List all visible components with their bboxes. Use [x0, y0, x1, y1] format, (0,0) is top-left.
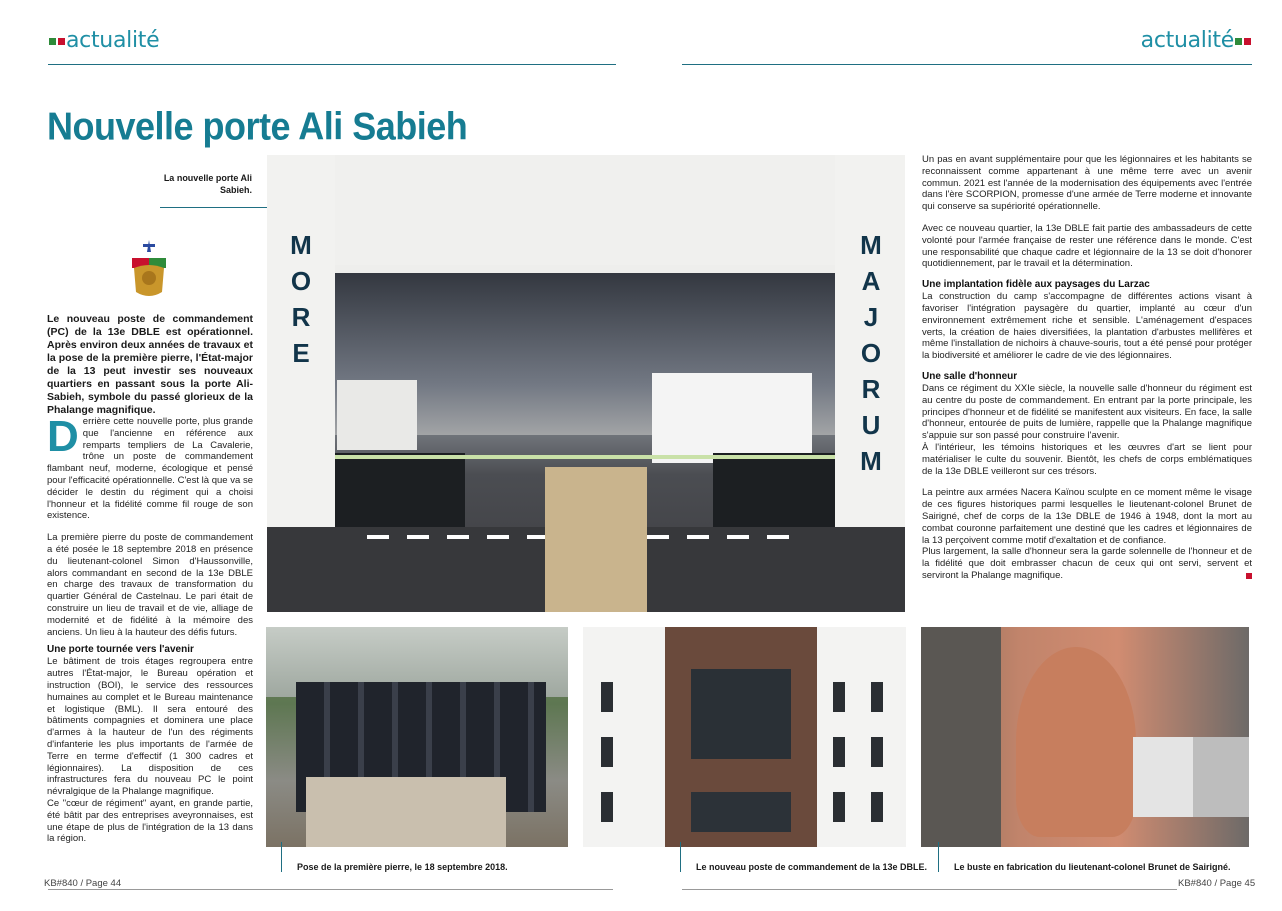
article-column-2: [922, 154, 1252, 582]
paragraph: La peintre aux armées Nacera Kaïnou sculpte en ce moment même le visage de ces figures historiques parmi lesquelles le lieutenant-colonel Brunet de Sairigné, chef de corps de la 13e DBLE de 1946 à 1948, dont la mort au combat couronne parfaitement une destiné que les cadres et légionnaires de la 13 perçoivent comme motif d'exaltation et de confiance.: [922, 487, 1252, 546]
regiment-insignia-icon: [126, 238, 172, 300]
header-rule-left: [48, 64, 616, 65]
paragraph: Derrière cette nouvelle porte, plus grande que l'ancienne en référence aux remparts templiers de La Cavalerie, trône un poste de commandement flambant neuf, moderne, écologique et pensé pour l'efficacité opérationnelle. C'est là que va se décider le destin du régiment qui a choisi l'honneur et la fidélité comme fil rouge de son existence.: [47, 412, 253, 522]
paragraph: À l'intérieur, les témoins historiques et les œuvres d'art se lient pour matérialiser le culte du souvenir. Bientôt, les chefs de corps emblématiques de la 13e DBLE veilleront sur ces trésors.: [922, 441, 1252, 477]
footer-rule-left: [48, 889, 613, 890]
caption-rule: [680, 842, 681, 872]
caption-rule: [938, 842, 939, 872]
green-square-icon: [1235, 38, 1242, 45]
caption-rule: [281, 842, 282, 872]
gate-photo: [267, 155, 905, 612]
footer-rule-right: [682, 889, 1177, 890]
gate-word-right: M A J O R U M: [860, 230, 882, 476]
section-label: actualité: [1140, 28, 1234, 53]
red-square-icon: [1244, 38, 1251, 45]
bust-photo: [921, 627, 1249, 847]
paragraph: Dans ce régiment du XXIe siècle, la nouvelle salle d'honneur du régiment est au centre du poste de commandement. En entrant par la porte principale, les principes d'honneur et de fidélité se manifestent aux visiteurs. En face, la salle d'honneur, entourée de puits de lumière, rappelle que la Phalange magnifique s'appuie sur son passé pour construire l'avenir.: [922, 382, 1252, 442]
statue: [545, 467, 647, 612]
page-number-left: KB#840 / Page 44: [44, 878, 122, 889]
section-label: actualité: [66, 28, 160, 53]
article-column-1: [47, 412, 253, 845]
caption-photo-1: Pose de la première pierre, le 18 septembre 2018.: [297, 862, 508, 872]
section-header-right: [1141, 28, 1252, 53]
caption-rule: [160, 207, 278, 208]
section-header-left: [48, 28, 159, 53]
subheading: Une porte tournée vers l'avenir: [47, 644, 194, 656]
paragraph: Avec ce nouveau quartier, la 13e DBLE fait partie des ambassadeurs de cette volonté pour l'armée française de rester une référence dans le monde. C'est une responsabilité que chaque cadre et légionnaire de la 13 se doit d'honorer quotidiennement, par le travail et la détermination.: [922, 222, 1252, 270]
caption-photo-3: Le buste en fabrication du lieutenant-colonel Brunet de Sairigné.: [954, 862, 1231, 872]
paragraph: Le bâtiment de trois étages regroupera entre autres l'État-major, le Bureau opération et instruction (BOI), le service des ressources humaines au complet et le Bureau maintenance et logistique (BML). Il sera entouré des bâtiments compagnies et dominera une place d'armes à la hauteur de l'un des régiments d'infanterie les plus importants de l'armée de Terre en terme d'effectif (1 300 cadres et légionnaires). La disposition de ces infrastructures fera du nouveau PC le point névralgique de la Phalange magnifique.: [47, 656, 253, 798]
paragraph: Plus largement, la salle d'honneur sera la garde solennelle de l'honneur et de la fidélité que doit embrasser chacun de ceux qui ont servi, servent et serviront la Phalange magnifique.: [922, 546, 1252, 581]
paragraph: La construction du camp s'accompagne de différentes actions visant à favoriser l'intégration paysagère du quartier, implanté au cœur d'un environnement extrêmement riche et sensible. L'aménagement d'espaces verts, la création de haies diversifiées, la plantation d'arbustes mellifères et même l'installation de nichoirs à chauve-souris, tout a été pensé pour protéger la biodiversité et améliorer le cadre de vie des légionnaires.: [922, 291, 1252, 362]
dropcap: D: [47, 412, 79, 461]
caption-photo-2: Le nouveau poste de commandement de la 13e DBLE.: [696, 862, 928, 872]
photo-caption: La nouvelle porte Ali Sabieh.: [163, 173, 252, 195]
gate-word-left: M O R E: [290, 230, 312, 368]
page-number-right: KB#840 / Page 45: [1178, 878, 1256, 889]
paragraph: Ce "cœur de régiment" ayant, en grande partie, été bâtit par des entreprises aveyronnaises, est une étape de plus de l'intégration de la 13 dans la région.: [47, 797, 253, 845]
subheading: Une implantation fidèle aux paysages du Larzac: [922, 279, 1150, 291]
paragraph: Un pas en avant supplémentaire pour que les légionnaires et les habitants se reconnaissent comme appartenant à une même terre avec un avenir commun. 2021 est l'année de la modernisation des équipements avec l'entrée dans l'ère SCORPION, promesse d'une armée de Terre moderne et innovante qui conserve sa supériorité opérationnelle.: [922, 154, 1252, 213]
header-rule-right: [682, 64, 1252, 65]
subheading: Une salle d'honneur: [922, 370, 1018, 382]
end-mark-icon: [1246, 573, 1252, 579]
first-stone-photo: [266, 627, 568, 847]
command-post-photo: [583, 627, 906, 847]
article-title: Nouvelle porte Ali Sabieh: [47, 104, 468, 149]
paragraph: La première pierre du poste de commandement a été posée le 18 septembre 2018 en présence du lieutenant-colonel Simon d'Haussonville, alors commandant en second de la 13e DBLE en charge des travaux de transformation du quartier Général de Castelnau. Le pari était de construire un lieu de travail et de vie, alliage de modernité et de fidélité à la mémoire des anciens. Un lieu à la hauteur des défis futurs.: [47, 532, 253, 638]
red-square-icon: [58, 38, 65, 45]
green-square-icon: [49, 38, 56, 45]
article-lead: Le nouveau poste de commandement (PC) de la 13e DBLE est opérationnel. Après environ deux années de travaux et la pose de la première pierre, l'État-major de la 13 peut investir ses nouveaux quartiers en passant sous la porte Ali-Sabieh, symbole du passé glorieux de la Phalange magnifique.: [47, 313, 253, 416]
